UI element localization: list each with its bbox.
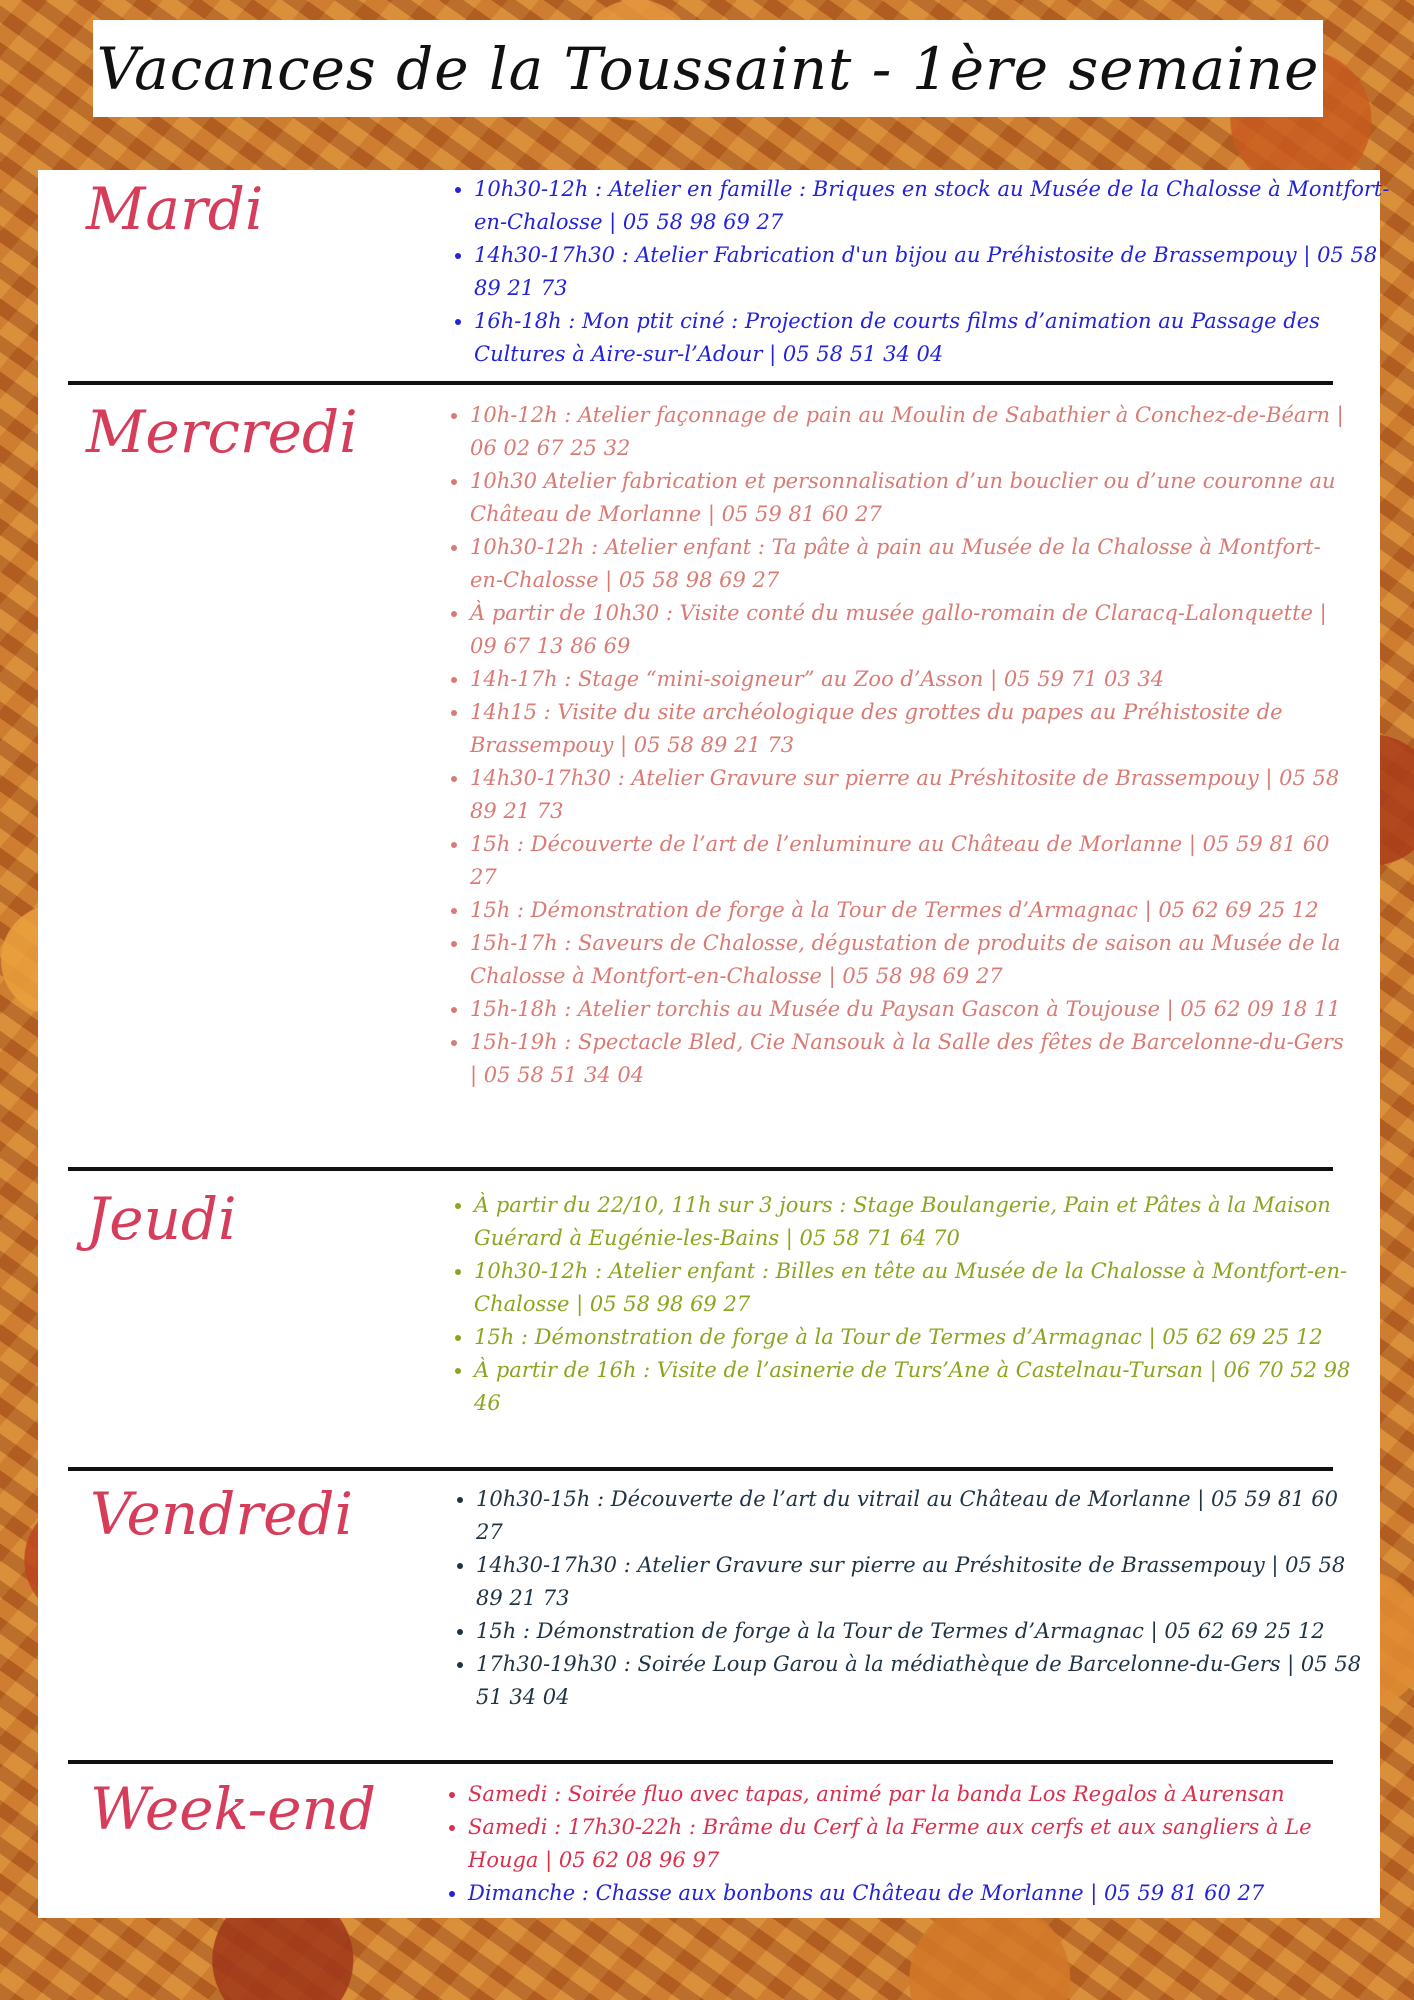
- event-list-mardi: [450, 173, 1404, 371]
- event-item: • Samedi : Soirée fluo avec tapas, animé par la banda Los Regalos à Aurensan: [468, 1778, 1378, 1811]
- event-item: • 16h-18h : Mon ptit ciné : Projection de courts films d’animation au Passage des Cultures à Aire-sur-l’Adour | 05 58 51 34 04: [474, 305, 1404, 371]
- event-item: • À partir de 10h30 : Visite conté du musée gallo-romain de Claracq-Lalonquette | 09 67 13 86 69: [470, 597, 1350, 663]
- event-item: • 10h-12h : Atelier façonnage de pain au Moulin de Sabathier à Conchez-de-Béarn | 06 02 67 25 32: [470, 399, 1350, 465]
- day-heading-mercredi: Mercredi: [86, 398, 358, 466]
- event-item: • 14h-17h : Stage “mini-soigneur” au Zoo d’Asson | 05 59 71 03 34: [470, 663, 1350, 696]
- event-item: • 15h : Découverte de l’art de l’enluminure au Château de Morlanne | 05 59 81 60 27: [470, 828, 1350, 894]
- event-item: • À partir de 16h : Visite de l’asinerie de Turs’Ane à Castelnau-Tursan | 06 70 52 98 46: [474, 1354, 1354, 1420]
- event-item: • À partir du 22/10, 11h sur 3 jours : Stage Boulangerie, Pain et Pâtes à la Maison Guérard à Eugénie-les-Bains | 05 58 71 64 70: [474, 1189, 1354, 1255]
- event-item: • 10h30-15h : Découverte de l’art du vitrail au Château de Morlanne | 05 59 81 60 27: [476, 1483, 1366, 1549]
- event-item: • 15h-19h : Spectacle Bled, Cie Nansouk à la Salle des fêtes de Barcelonne-du-Gers | 05 58 51 34 04: [470, 1026, 1350, 1092]
- title-banner: [93, 20, 1323, 117]
- event-list-weekend: [444, 1778, 1378, 1910]
- day-heading-jeudi: Jeudi: [86, 1185, 237, 1253]
- day-heading-vendredi: Vendredi: [90, 1480, 354, 1548]
- section-divider: [68, 1760, 1333, 1764]
- section-divider: [68, 1167, 1333, 1171]
- section-divider: [68, 381, 1333, 385]
- event-item: • 15h : Démonstration de forge à la Tour de Termes d’Armagnac | 05 62 69 25 12: [474, 1321, 1354, 1354]
- event-item: • Samedi : 17h30-22h : Brâme du Cerf à la Ferme aux cerfs et aux sangliers à Le Houga | 05 62 08 96 97: [468, 1811, 1378, 1877]
- event-item: • 10h30-12h : Atelier enfant : Billes en tête au Musée de la Chalosse à Montfort-en-Chalosse | 05 58 98 69 27: [474, 1255, 1354, 1321]
- event-item: • 15h-17h : Saveurs de Chalosse, dégustation de produits de saison au Musée de la Chalosse à Montfort-en-Chalosse | 05 58 98 69 27: [470, 927, 1350, 993]
- event-item: • 15h-18h : Atelier torchis au Musée du Paysan Gascon à Toujouse | 05 62 09 18 11: [470, 993, 1350, 1026]
- day-heading-weekend: Week-end: [90, 1775, 377, 1843]
- event-item: • 17h30-19h30 : Soirée Loup Garou à la médiathèque de Barcelonne-du-Gers | 05 58 51 34 04: [476, 1648, 1366, 1714]
- event-item: • 10h30-12h : Atelier enfant : Ta pâte à pain au Musée de la Chalosse à Montfort-en-Chalosse | 05 58 98 69 27: [470, 531, 1350, 597]
- event-item: • 10h30 Atelier fabrication et personnalisation d’un bouclier ou d’une couronne au Château de Morlanne | 05 59 81 60 27: [470, 465, 1350, 531]
- event-list-jeudi: [450, 1189, 1354, 1420]
- event-item: • 15h : Démonstration de forge à la Tour de Termes d’Armagnac | 05 62 69 25 12: [476, 1615, 1366, 1648]
- event-item: • 14h30-17h30 : Atelier Fabrication d'un bijou au Préhistosite de Brassempouy | 05 58 89 21 73: [474, 239, 1404, 305]
- page-title: Vacances de la Toussaint - 1ère semaine: [96, 34, 1320, 103]
- event-item: • 14h30-17h30 : Atelier Gravure sur pierre au Préshitosite de Brassempouy | 05 58 89 21 73: [470, 762, 1350, 828]
- event-item: • 15h : Démonstration de forge à la Tour de Termes d’Armagnac | 05 62 69 25 12: [470, 894, 1350, 927]
- schedule-panel: [38, 170, 1390, 1918]
- event-list-mercredi: [446, 399, 1350, 1092]
- event-item: • 14h30-17h30 : Atelier Gravure sur pierre au Préshitosite de Brassempouy | 05 58 89 21 73: [476, 1549, 1366, 1615]
- event-item: • 14h15 : Visite du site archéologique des grottes du papes au Préhistosite de Brassempouy | 05 58 89 21 73: [470, 696, 1350, 762]
- event-item: • Dimanche : Chasse aux bonbons au Château de Morlanne | 05 59 81 60 27: [468, 1877, 1378, 1910]
- event-item: • 10h30-12h : Atelier en famille : Briques en stock au Musée de la Chalosse à Montfort-en-Chalosse | 05 58 98 69 27: [474, 173, 1404, 239]
- event-list-vendredi: [452, 1483, 1366, 1714]
- section-divider: [68, 1467, 1333, 1471]
- day-heading-mardi: Mardi: [86, 175, 264, 243]
